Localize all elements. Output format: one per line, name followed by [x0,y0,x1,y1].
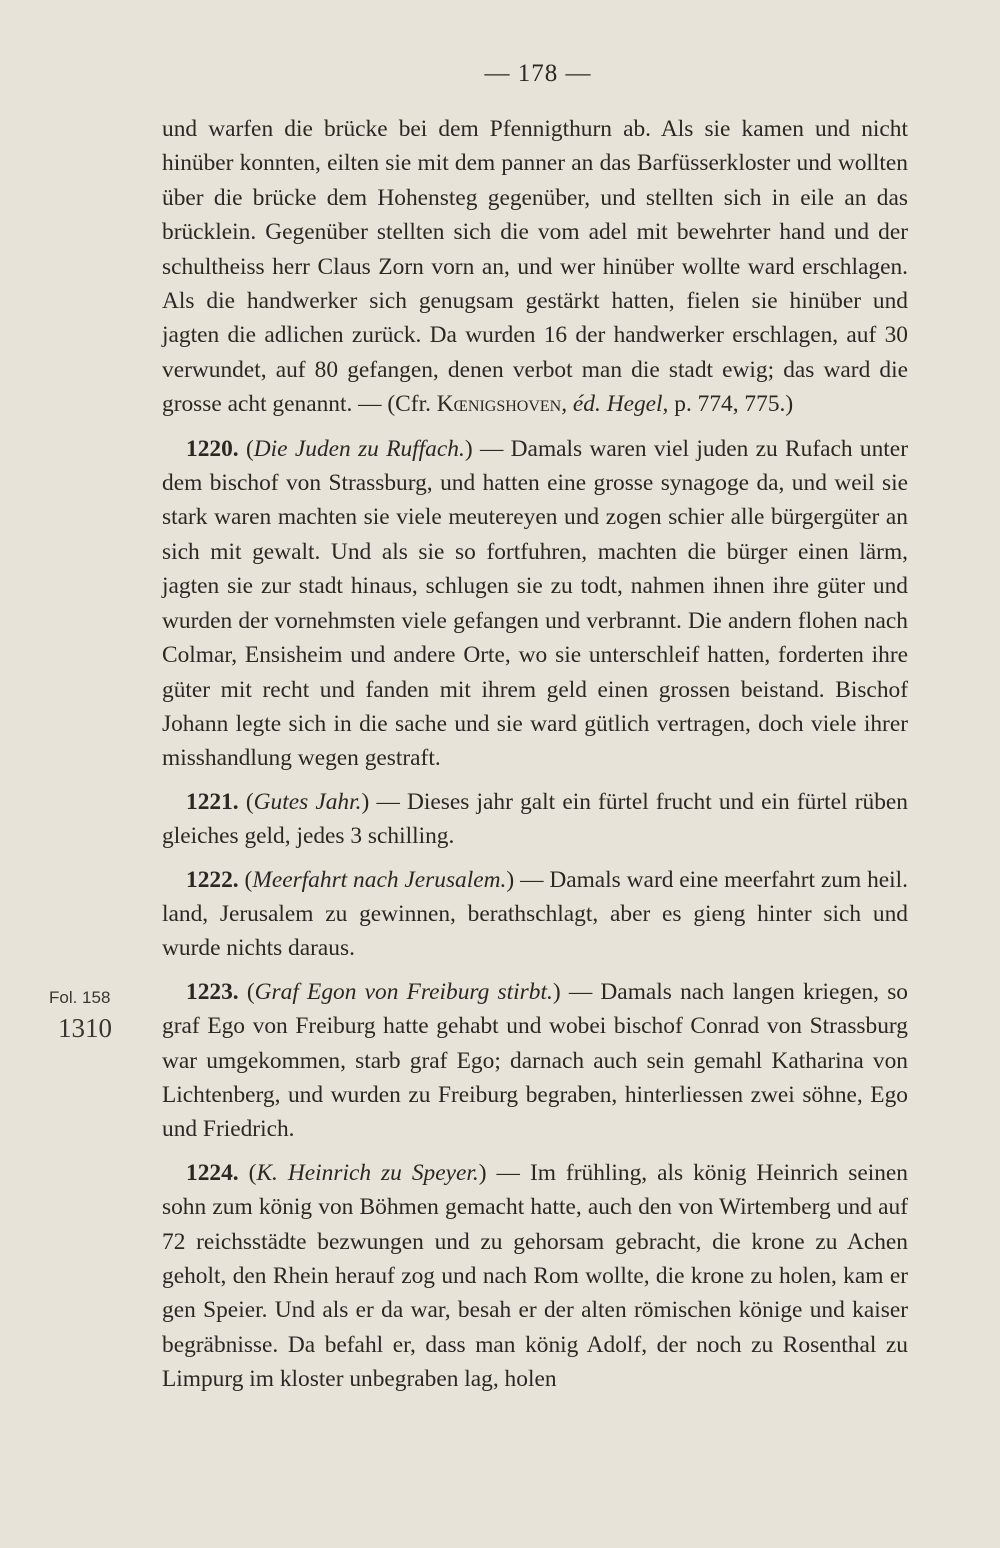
entry-title: Graf Egon von Freiburg stirbt. [254,978,553,1005]
body-text [162,112,908,1406]
entry-text: — Damals ward eine meerfahrt zum heil. land, Jerusalem zu gewinnen, berathschlagt, aber es gieng hinter sich und wurde nichts daraus. [162,866,908,962]
citation-author: Kœnigshoven [436,391,562,418]
citation-edition: , éd. Hegel, [561,391,669,418]
entry-1224: 1224. (K. Heinrich zu Speyer.) — Im frühling, als könig Heinrich seinen sohn zum könig von Böhmen gemacht hatte, auch den von Wirtemberg und auf 72 reichsstädte bezwungen und zu gehorsam gebracht, die krone zu Achen geholt, den Rhein herauf zog und nach Rom wollte, die krone zu holen, kam er gen Speier. Und als er da war, besah er der alten römischen könige und kaiser begräbnisse. Da befahl er, dass man könig Adolf, der noch zu Rosenthal zu Limpurg im kloster unbegraben lag, holen [162,1159,908,1393]
entry-text: — Dieses jahr galt ein fürtel frucht und ein fürtel rüben gleiches geld, jedes 3 schilling. [162,788,908,850]
entry-title: K. Heinrich zu Speyer. [256,1159,479,1186]
page-number: — 178 — [484,60,592,87]
entry-title: Gutes Jahr. [253,788,362,815]
entry-number: 1222. [186,866,239,893]
page-header [0,60,1000,88]
entry-text: — Damals waren viel juden zu Rufach unter dem bischof von Strassburg, und hatten eine grosse synagoge da, und weil sie stark waren machten sie viele meutereyen und zogen schier alle bürgergüter an sich mit gewalt. Und als sie so fortfuhren, machten die bürger einen lärm, jagten sie zur stadt hinaus, schlugen sie zu todt, nahmen ihnen ihre güter und wurden der vornehmsten viele gefangen und verbrannt. Die andern flohen nach Colmar, Ensisheim und andere Orte, wo sie unterschleif hatten, forderten ihre güter mit recht und fanden mit ihrem geld einen grossen beistand. Bischof Johann legte sich in die sache und sie ward gütlich vertragen, doch viele ihrer misshandlung wegen gestraft. [162,435,908,772]
margin-year-note: 1310 [58,1013,112,1043]
entry-text: — Im frühling, als könig Heinrich seinen sohn zum könig von Böhmen gemacht hatte, auch den von Wirtemberg und auf 72 reichsstädte bezwungen und zu gehorsam gebracht, die krone zu Achen geholt, den Rhein herauf zog und nach Rom wollte, die krone zu holen, kam er gen Speier. Und als er da war, besah er der alten römischen könige und kaiser begräbnisse. Da befahl er, dass man könig Adolf, der noch zu Rosenthal zu Limpurg im kloster unbegraben lag, holen [162,1159,908,1393]
margin-folio-note: Fol. 158 [49,988,111,1007]
entry-1223: 1223. (Graf Egon von Freiburg stirbt.) — Damals nach langen kriegen, so graf Ego von Freiburg hatte gehabt und wobei bischof Conrad von Strassburg war umgekommen, starb graf Ego; darnach auch sein gemahl Katharina von Lichtenberg, und wurden zu Freiburg begraben, hinterliessen zwei söhne, Ego und Friedrich. [162,978,908,1143]
entry-number: 1224. [186,1159,239,1186]
entry-title: Meerfahrt nach Jerusalem. [252,866,507,893]
entry-number: 1221. [186,788,239,815]
entry-text: — Damals nach langen kriegen, so graf Ego von Freiburg hatte gehabt und wobei bischof Conrad von Strassburg war umgekommen, starb graf Ego; darnach auch sein gemahl Katharina von Lichtenberg, und wurden zu Freiburg begraben, hinterliessen zwei söhne, Ego und Friedrich. [162,978,908,1143]
entry-number: 1223. [186,978,239,1005]
entry-1221: 1221. (Gutes Jahr.) — Dieses jahr galt ein fürtel frucht und ein fürtel rüben gleiches geld, jedes 3 schilling. [162,788,908,850]
entry-1222: 1222. (Meerfahrt nach Jerusalem.) — Damals ward eine meerfahrt zum heil. land, Jerusalem zu gewinnen, berathschlagt, aber es gieng hinter sich und wurde nichts daraus. [162,866,908,962]
paragraph-continuation: und warfen die brücke bei dem Pfennigthurn ab. Als sie kamen und nicht hinüber konnten, eilten sie mit dem panner an das Barfüsserkloster und wollten über die brücke dem Hohensteg gegenüber, und stellten sich in eile an das brücklein. Gegenüber stellten sich die vom adel mit bewehrter hand und der schultheiss herr Claus Zorn vorn an, und wer hinüber wollte ward erschlagen. Als die handwerker sich genugsam gestärkt hatten, fielen sie hinüber und jagten die adlichen zurück. Da wurden 16 der handwerker erschlagen, auf 30 verwundet, auf 80 gefangen, denen verbot man die stadt ewig; das ward die grosse acht genannt. — (Cfr. Kœnigshoven, éd. Hegel, p. 774, 775.) [162,116,908,418]
entry-title: Die Juden zu Ruffach. [253,435,465,462]
entry-1220: 1220. (Die Juden zu Ruffach.) — Damals waren viel juden zu Rufach unter dem bischof von Strassburg, und hatten eine grosse synagoge da, und weil sie stark waren machten sie viele meutereyen und zogen schier alle bürgergüter an sich mit gewalt. Und als sie so fortfuhren, machten die bürger einen lärm, jagten sie zur stadt hinaus, schlugen sie zu todt, nahmen ihnen ihre güter und wurden der vornehmsten viele gefangen und verbrannt. Die andern flohen nach Colmar, Ensisheim und andere Orte, wo sie unterschleif hatten, forderten ihre güter mit recht und fanden mit ihrem geld einen grossen beistand. Bischof Johann legte sich in die sache und sie ward gütlich vertragen, doch viele ihrer misshandlung wegen gestraft. [162,435,908,772]
entry-number: 1220. [186,435,239,462]
